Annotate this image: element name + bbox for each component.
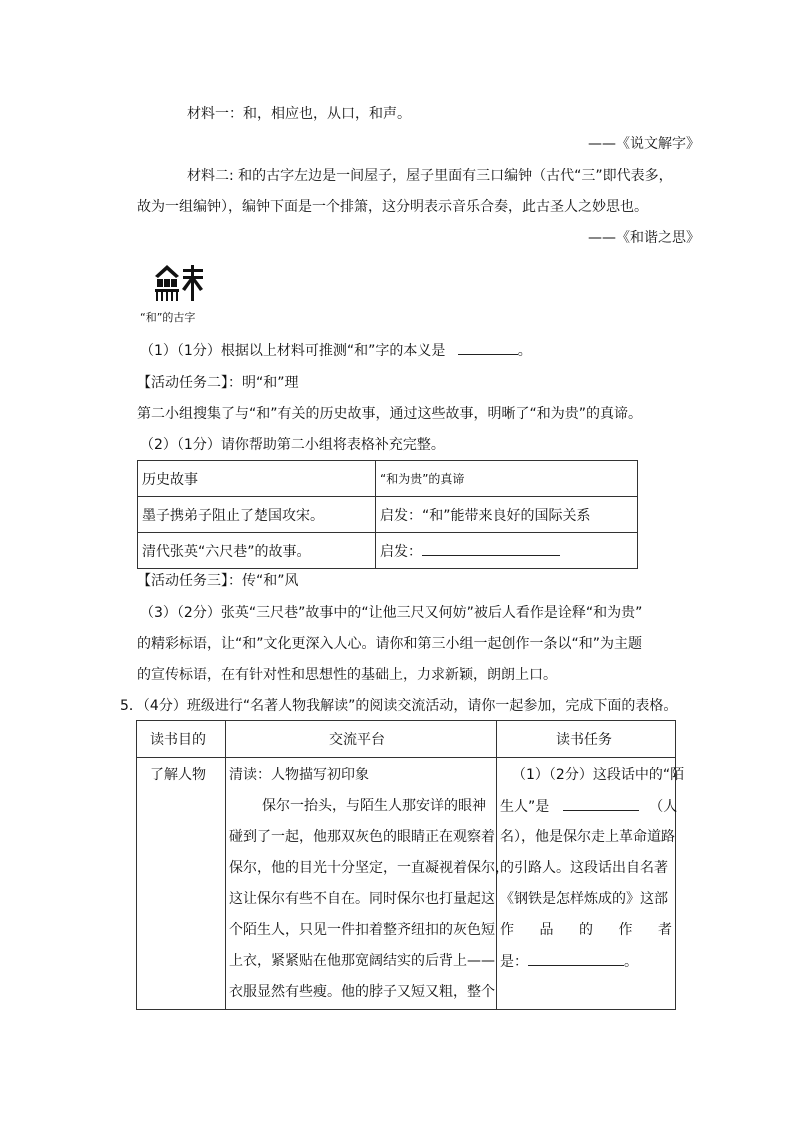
spaced-char: 品 (539, 922, 554, 938)
table2-row2-answer-blank[interactable] (422, 541, 560, 556)
table5-task-line-3: 名），他是保尔走上革命道路 (500, 829, 675, 845)
history-story-table (137, 460, 638, 569)
table5-task-line-6 (500, 920, 672, 940)
task-2-heading: 【活动任务二】：明“和”理 (137, 375, 299, 391)
material-1: 材料一：和，相应也，从口，和声。 (187, 106, 411, 122)
table5-left-border (136, 720, 137, 1010)
question-3-line-1: （3）（2分）张英“三尺巷”故事中的“让他三尺又何妨”被后人看作是诠释“和为贵” (140, 605, 643, 621)
table5-header-purpose: 读书目的 (150, 732, 206, 748)
ancient-he-character-image (153, 263, 209, 303)
table2-row1-story: 墨子携弟子阻止了楚国攻宋。 (138, 497, 376, 533)
table2-row2-prefix: 启发： (380, 543, 422, 560)
question-1-end: 。 (517, 343, 532, 359)
material-2-line-1: 材料二: 和的古字左边是一间屋子，屋子里面有三口编钟（古代“三”即代表多， (187, 168, 673, 184)
table5-passage-line-1: 保尔一抬头，与陌生人那安详的眼神 (262, 798, 486, 814)
table2-row1-truth: 启发：“和”能带来良好的国际关系 (376, 497, 638, 533)
table5-right-border (675, 720, 676, 1010)
table5-passage-line-3: 保尔，他的目光十分坚定，一直凝视着保尔， (229, 860, 509, 876)
table5-task-line-5: 《钢铁是怎样炼成的》这部 (500, 891, 668, 907)
table5-top-border (136, 720, 676, 721)
material-2-line-2: 故为一组编钟），编钟下面是一个排箫，这分明表示音乐合奏，此古圣人之妙思也。 (137, 199, 648, 215)
table5-passage-line-2: 碰到了一起，他那双灰色的眼睛正在观察着 (229, 829, 495, 845)
table5-task-line-2 (500, 796, 677, 817)
table5-passage-line-5: 个陌生人，只见一件扣着整齐纽扣的灰色短 (229, 922, 495, 938)
table2-header-story: 历史故事 (138, 461, 376, 497)
table2-header-truth: “和为贵”的真谛 (376, 461, 638, 497)
table5-task-line-7-prefix: 是： (500, 954, 528, 970)
table5-task-line-1: （1）（2分）这段话中的“陌 (512, 767, 685, 783)
material-2-source: ——《和谐之思》 (588, 230, 700, 246)
spaced-char: 作 (500, 922, 514, 938)
spaced-char: 者 (658, 922, 672, 938)
table5-task-line-2-suffix: （人 (649, 799, 678, 815)
table5-divider-1 (225, 720, 226, 1010)
table5-task-line-7-end: 。 (624, 954, 638, 970)
table5-task-line-2-prefix: 生人”是 (500, 799, 550, 815)
question-5: 5．（4分）班级进行“名著人物我解读”的阅读交流活动，请你一起参加，完成下面的表格。 (120, 698, 678, 714)
stranger-name-blank[interactable] (563, 796, 639, 811)
question-3-line-3: 的宣传标语，在有针对性和思想性的基础上，力求新颖，朗朗上口。 (137, 667, 557, 683)
question-2: （2）（1分）请你帮助第二小组将表格补充完整。 (140, 437, 445, 453)
task-3-heading: 【活动任务三】：传“和”风 (137, 573, 299, 589)
table5-header-platform: 交流平台 (329, 732, 385, 748)
task-2-description: 第二小组搜集了与“和”有关的历史故事，通过这些故事，明晰了“和为贵”的真谛。 (137, 406, 643, 422)
table5-passage-line-6: 上衣，紧紧贴在他那宽阔结实的后背上—— (229, 953, 495, 969)
table2-row2-truth (376, 533, 638, 569)
table5-header-border (136, 757, 676, 758)
table5-platform-title: 清读：人物描写初印象 (229, 767, 369, 783)
material-1-source: ——《说文解字》 (588, 136, 700, 152)
table5-task-line-7 (500, 951, 638, 972)
question-1-answer-blank[interactable] (458, 340, 518, 355)
table5-bottom-border (136, 1009, 676, 1010)
question-1-text: （1）（1分）根据以上材料可推测“和”字的本义是 (140, 343, 446, 359)
table2-row2-story: 清代张英“六尺巷”的故事。 (138, 533, 376, 569)
table5-purpose-cell: 了解人物 (150, 767, 206, 783)
ancient-character-caption: “和”的古字 (140, 311, 196, 324)
author-blank[interactable] (528, 951, 624, 966)
table5-passage-line-4: 这让保尔有些不自在。同时保尔也打量起这 (229, 891, 495, 907)
table5-passage-line-7: 衣服显然有些瘦。他的脖子又短又粗，整个 (229, 984, 495, 1000)
question-1 (140, 340, 532, 361)
spaced-char: 的 (579, 922, 593, 938)
table5-task-line-4: 的引路人。这段话出自名著 (500, 860, 668, 876)
table5-header-task: 读书任务 (556, 732, 612, 748)
spaced-char: 作 (618, 922, 633, 938)
question-3-line-2: 的精彩标语，让“和”文化更深入人心。请你和第三小组一起创作一条以“和”为主题 (137, 636, 643, 652)
